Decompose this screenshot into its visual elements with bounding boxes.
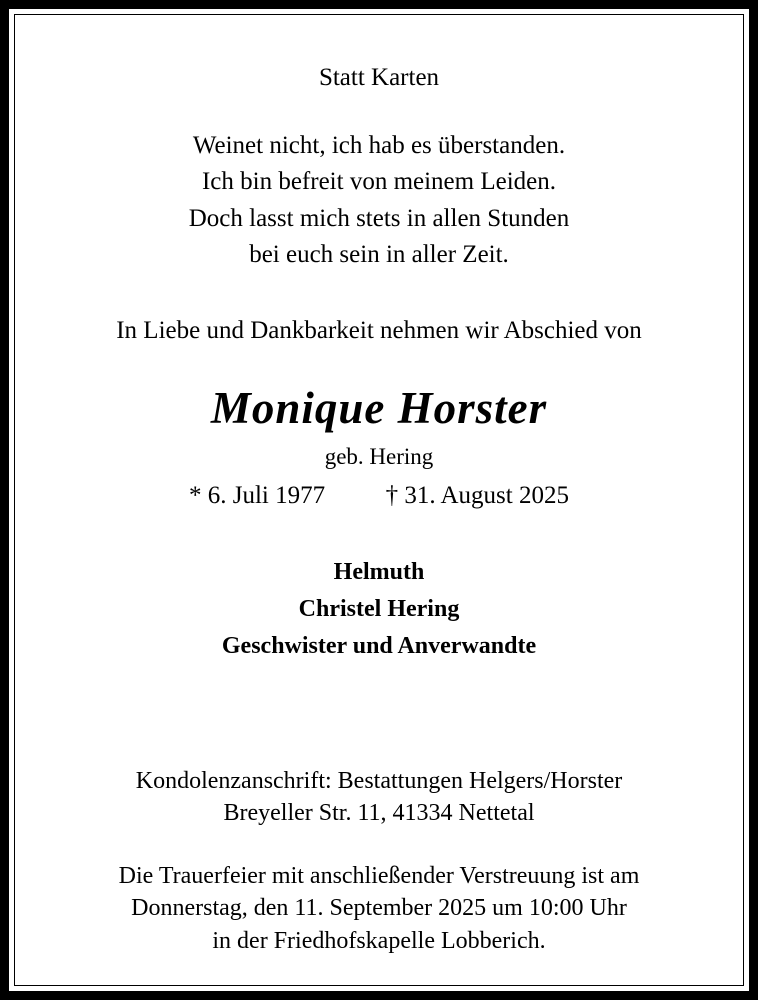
ceremony-line: in der Friedhofskapelle Lobberich. bbox=[212, 927, 546, 954]
notice-heading: Statt Karten bbox=[318, 64, 440, 91]
maiden-name: geb. Hering bbox=[324, 443, 434, 469]
family-line: Geschwister und Anverwandte bbox=[221, 632, 537, 659]
ceremony-line: Die Trauerfeier mit anschließender Verstreuung ist am bbox=[118, 862, 640, 889]
intro-text: In Liebe und Dankbarkeit nehmen wir Abschied von bbox=[116, 317, 642, 344]
family-line: Helmuth bbox=[333, 558, 425, 585]
condolence-address bbox=[55, 765, 703, 830]
poem-line: Ich bin befreit von meinem Leiden. bbox=[201, 168, 557, 196]
poem-block bbox=[55, 128, 703, 273]
address-line: Kondolenzanschrift: Bestattungen Helgers/Horster bbox=[135, 768, 623, 795]
obituary-card bbox=[14, 14, 744, 986]
life-dates bbox=[55, 482, 703, 510]
poem-line: Weinet nicht, ich hab es überstanden. bbox=[192, 132, 566, 159]
family-line: Christel Hering bbox=[298, 595, 460, 622]
birth-date: * 6. Juli 1977 bbox=[189, 481, 326, 509]
ceremony-line: Donnerstag, den 11. September 2025 um 10:00 Uhr bbox=[131, 895, 627, 922]
deceased-name: Monique Horster bbox=[210, 382, 548, 433]
poem-line: bei euch sein in aller Zeit. bbox=[249, 240, 509, 268]
family-block bbox=[55, 554, 703, 666]
ceremony-details bbox=[55, 860, 703, 957]
address-line: Breyeller Str. 11, 41334 Nettetal bbox=[223, 800, 535, 827]
poem-line: Doch lasst mich stets in allen Stunden bbox=[188, 204, 570, 232]
death-date: † 31. August 2025 bbox=[385, 481, 569, 509]
